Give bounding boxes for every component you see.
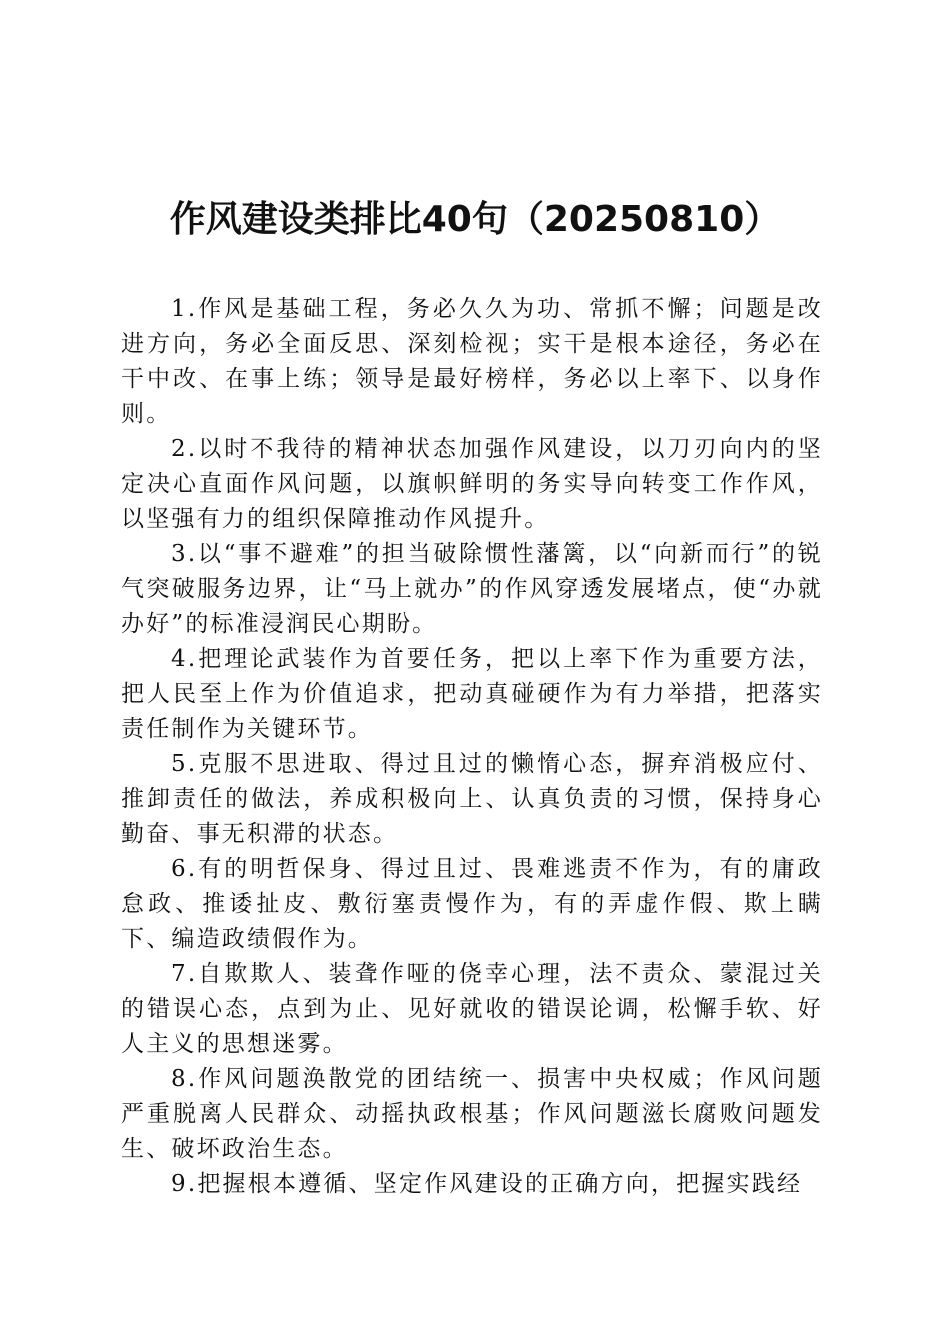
paragraph-4: 4.把理论武装作为首要任务，把以上率下作为重要方法，把人民至上作为价值追求，把动真碰硬作为有力举措，把落实责任制作为关键环节。	[121, 646, 823, 742]
paragraph-5: 5.克服不思进取、得过且过的懒惰心态，摒弃消极应付、推卸责任的做法，养成积极向上、认真负责的习惯，保持身心勤奋、事无积滞的状态。	[121, 751, 823, 847]
paragraph-8: 8.作风问题涣散党的团结统一、损害中央权威；作风问题严重脱离人民群众、动摇执政根基；作风问题滋长腐败问题发生、破坏政治生态。	[121, 1066, 823, 1162]
document-title: 作风建设类排比40句（20250810）	[169, 199, 781, 240]
document-body	[121, 292, 823, 1202]
paragraph-2: 2.以时不我待的精神状态加强作风建设，以刀刃向内的坚定决心直面作风问题，以旗帜鲜明的务实导向转变工作作风，以坚强有力的组织保障推动作风提升。	[121, 436, 823, 532]
paragraph-6: 6.有的明哲保身、得过且过、畏难逃责不作为，有的庸政怠政、推诿扯皮、敷衍塞责慢作为，有的弄虚作假、欺上瞒下、编造政绩假作为。	[121, 856, 823, 952]
paragraph-3: 3.以“事不避难”的担当破除惯性藩篱，以“向新而行”的锐气突破服务边界，让“马上就办”的作风穿透发展堵点，使“办就办好”的标准浸润民心期盼。	[121, 541, 823, 637]
paragraph-1: 1.作风是基础工程，务必久久为功、常抓不懈；问题是改进方向，务必全面反思、深刻检视；实干是根本途径，务必在干中改、在事上练；领导是最好榜样，务必以上率下、以身作则。	[121, 296, 823, 427]
paragraph-9: 9.把握根本遵循、坚定作风建设的正确方向，把握实践经	[171, 1171, 803, 1197]
paragraph-7: 7.自欺欺人、装聋作哑的侥幸心理，法不责众、蒙混过关的错误心态，点到为止、见好就收的错误论调，松懈手软、好人主义的思想迷雾。	[121, 961, 823, 1057]
